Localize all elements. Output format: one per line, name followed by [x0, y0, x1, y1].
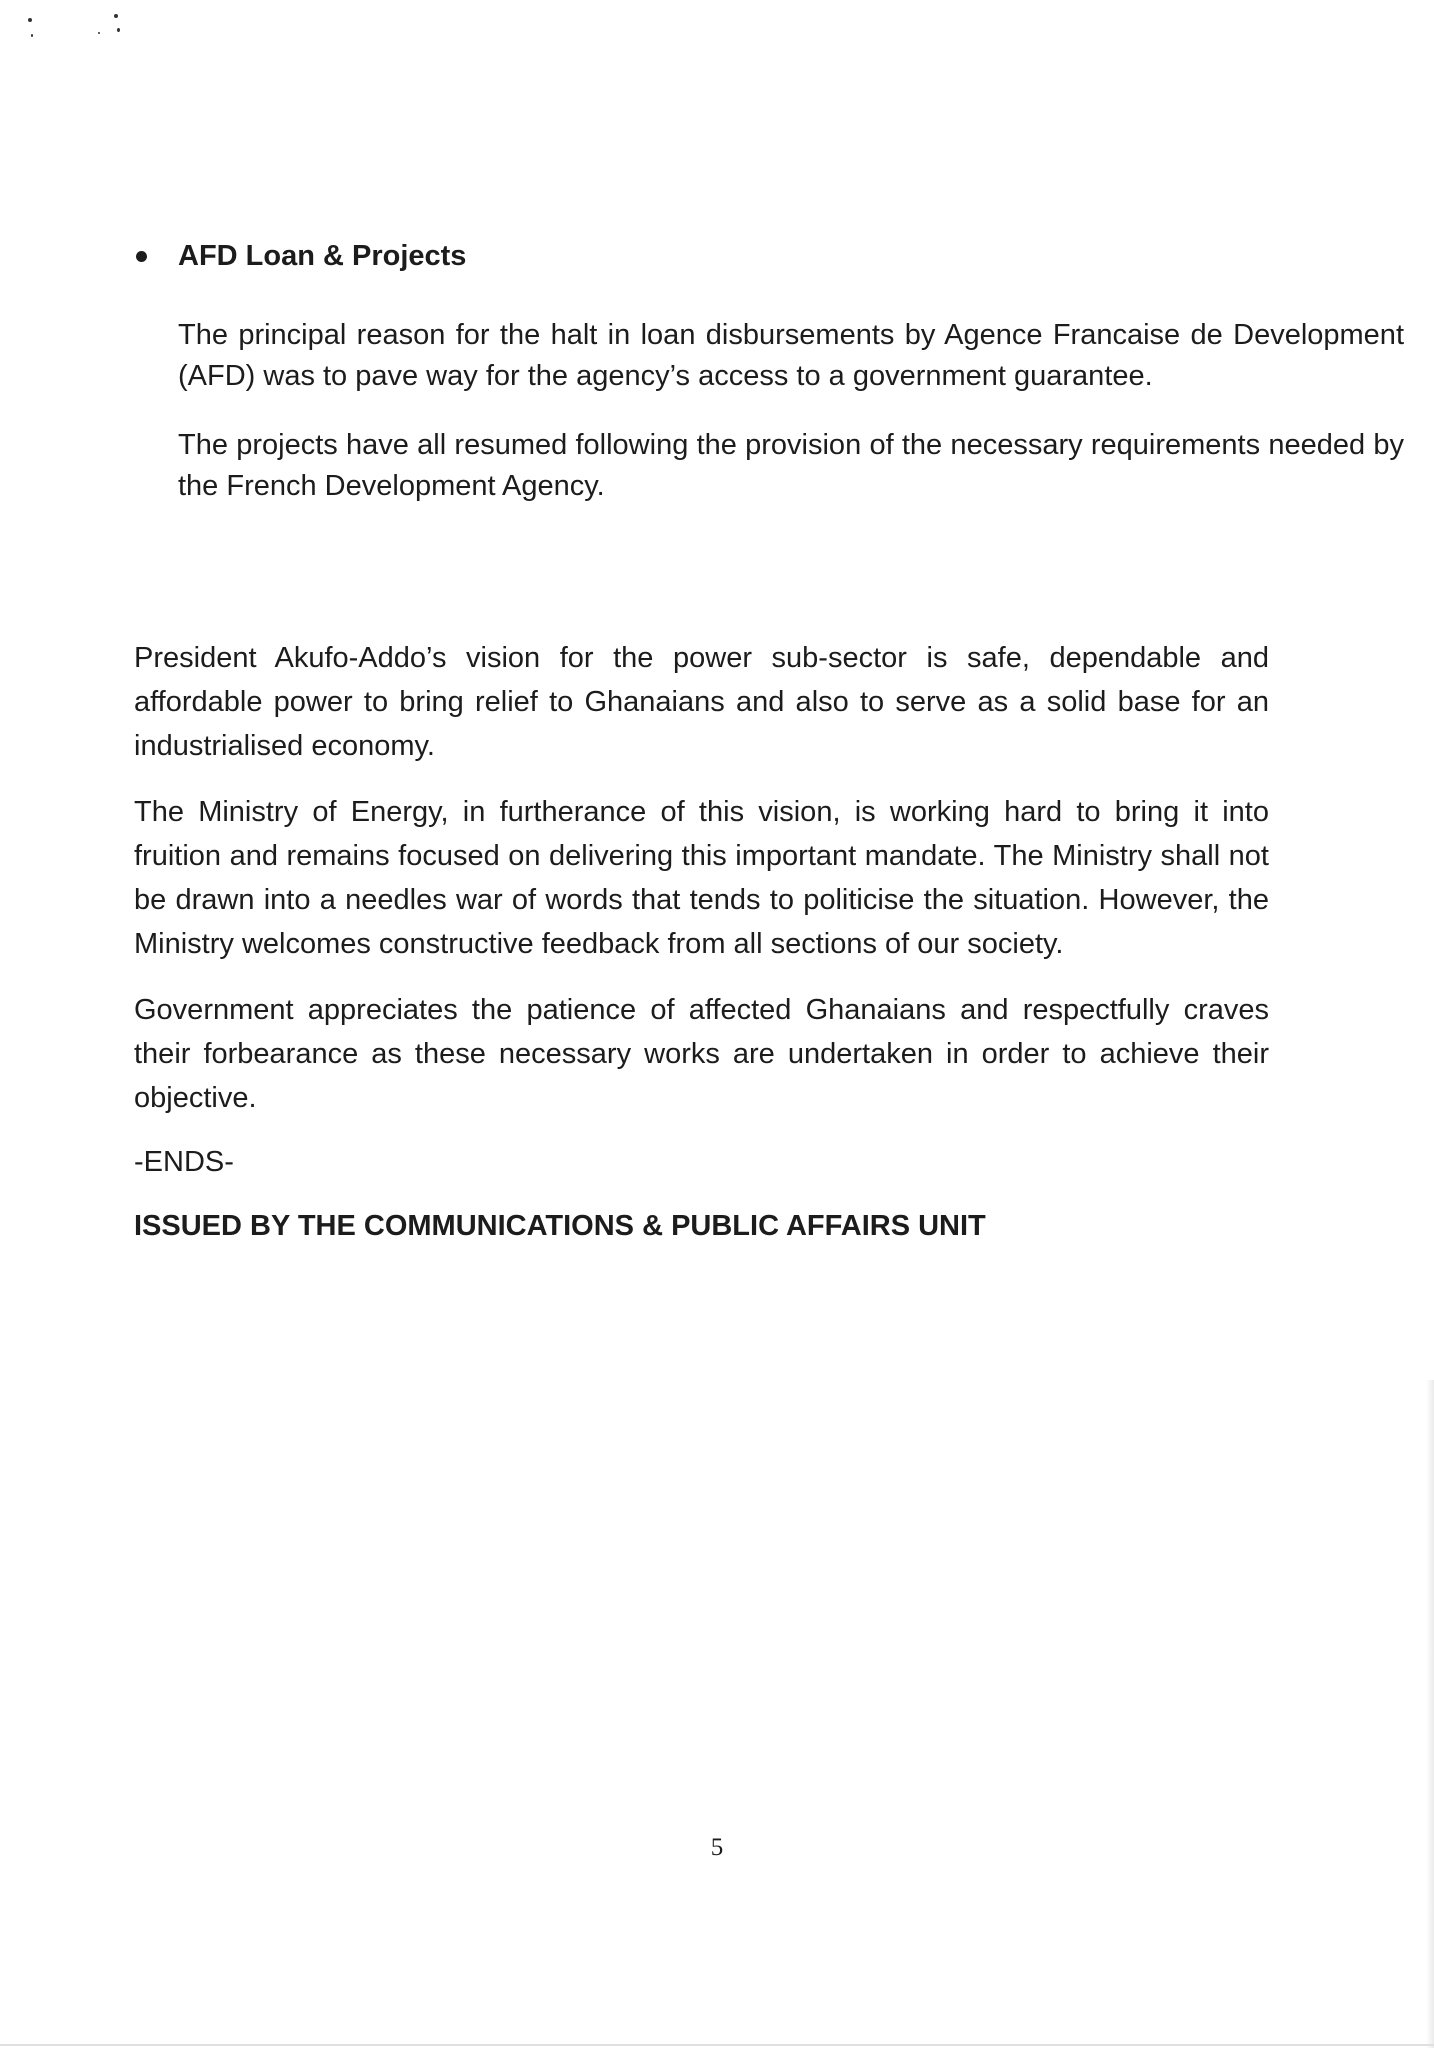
page-number: 5 [710, 1834, 724, 1861]
issued-by-line: ISSUED BY THE COMMUNICATIONS & PUBLIC AFFAIRS UNIT [134, 1210, 986, 1242]
section-paragraph: The projects have all resumed following the provision of the necessary requirements needed by the French Development Agency. [178, 429, 1404, 502]
afd-section [134, 240, 1404, 535]
ends-marker: -ENDS- [134, 1146, 234, 1178]
body-text [134, 636, 1269, 1246]
scan-edge-shadow [1426, 1380, 1434, 2048]
section-paragraph: The principal reason for the halt in loan disbursements by Agence Francaise de Development (AFD) was to pave way for the agency’s access to a government guarantee. [178, 319, 1404, 392]
bullet-icon [136, 251, 147, 262]
body-paragraph: The Ministry of Energy, in furtherance of this vision, is working hard to bring it into fruition and remains focused on delivering this important mandate. The Ministry shall not be drawn into a needles war of words that tends to politicise the situation. However, the Ministry welcomes constructive feedback from all sections of our society. [134, 796, 1269, 960]
scan-artifact-marks [28, 14, 138, 44]
scan-bottom-edge [0, 2044, 1434, 2046]
body-paragraph: President Akufo-Addo’s vision for the power sub-sector is safe, dependable and affordable power to bring relief to Ghanaians and also to serve as a solid base for an industrialised economy. [134, 642, 1269, 762]
section-heading-text: AFD Loan & Projects [178, 240, 467, 272]
section-heading [134, 240, 1274, 273]
body-paragraph: Government appreciates the patience of affected Ghanaians and respectfully craves their forbearance as these necessary works are undertaken in order to achieve their objective. [134, 994, 1269, 1114]
